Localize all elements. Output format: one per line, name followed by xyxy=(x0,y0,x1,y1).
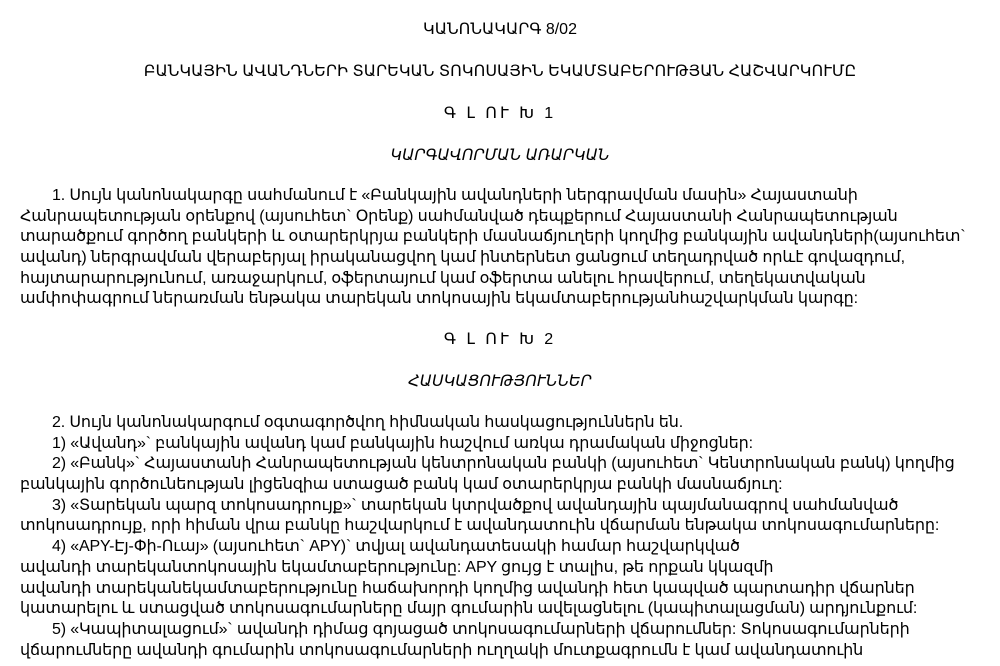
paragraph-1-line: ամփոփագրում ներառման ենթակա տարեկան տոկոսային եկամտաբերությանհաշվարկման կարգը: xyxy=(20,290,858,308)
definition-item-continued: տոկոսադրույք, որի հիման վրա բանկը հաշվարկում է ավանդատուին վճարման ենթակա տոկոսագումարները: xyxy=(20,517,940,535)
paragraph-1-line: 1. Սույն կանոնակարգը սահմանում է «Բանկային ավանդների ներգրավման մասին» Հայաստանի xyxy=(52,187,858,204)
definition-item-continued: ավանդի տարեկանտոկոսային եկամտաբերությունը: APY ցույց է տալիս, թե որքան կկազմի xyxy=(20,558,774,576)
definition-item: 5) «Կապիտալացում»` ավանդի դիմաց գոյացած տոկոսագումարների վճարումներ: Տոկոսագումարների xyxy=(52,620,910,638)
paragraph-1 xyxy=(20,186,992,310)
paragraph-1-line: տարածքում գործող բանկերի և օտարերկրյա բանկերի մասնաճյուղերի կողմից բանկային ավանդների(այսուհետ` xyxy=(20,228,966,246)
chapter-1-heading: Գ Լ ՈՒ Խ 1 xyxy=(443,105,557,122)
definition-item: 4) «APY-Էյ-Փի-Ուայ» (այսուհետ` APY)` տվյալ ավանդատեսակի համար հաշվարկված xyxy=(52,538,740,556)
paragraph-1-line: հայտարարությունում, առաջարկում, օֆերտայում կամ օֆերտա անելու հրավերում, տեղեկատվական xyxy=(20,269,866,287)
regulation-number: ԿԱՆՈՆԱԿԱՐԳ 8/02 xyxy=(423,21,577,38)
definition-item-continued: վճարումները ավանդի գումարին տոկոսագումարների ուղղակի մուտքագրումն է կամ ավանդատուին xyxy=(20,641,864,659)
chapter-2-heading: Գ Լ ՈՒ Խ 2 xyxy=(443,331,557,348)
definition-item-continued: ավանդի տարեկանեկամտաբերությունը հաճախորդի կողմից ավանդի հետ կապված պարտադիր վճարներ xyxy=(20,579,915,597)
definition-item: 3) «Տարեկան պարզ տոկոսադրույք»` տարեկան կտրվածքով ավանդային պայմանագրով սահմանված xyxy=(52,496,899,514)
regulation-title: ԲԱՆԿԱՅԻՆ ԱՎԱՆԴՆԵՐԻ ՏԱՐԵԿԱՆ ՏՈԿՈՍԱՅԻՆ ԵԿԱՄՏԱԲԵՐՈՒԹՅԱՆ ՀԱՇՎԱՐԿՈՒՄԸ xyxy=(143,63,857,80)
paragraph-1-line: ավանդ) ներգրավման վերաբերյալ իրականացվող կամ ինտերնետ ցանցում տեղադրված որևէ գովազդում, xyxy=(20,249,905,267)
definition-item: 1) «Ավանդ»` բանկային ավանդ կամ բանկային հաշվում առկա դրամական միջոցներ: xyxy=(52,434,753,452)
definition-item-continued: բանկային գործունեության լիցենզիա ստացած բանկ կամ օտարերկրյա բանկի մասնաճյուղ: xyxy=(20,476,783,494)
definition-item: 2) «Բանկ»` Հայաստանի Հանրապետության կենտրոնական բանկի (այսուհետ` Կենտրոնական բանկ) կողմից xyxy=(52,455,955,473)
chapter-2-title: ՀԱՍԿԱՑՈՒԹՅՈՒՆՆԵՐ xyxy=(408,373,592,390)
definitions-intro: 2. Սույն կանոնակարգում օգտագործվող հիմնական հասկացություններն են. xyxy=(52,414,684,431)
paragraph-2 xyxy=(20,413,992,661)
paragraph-1-line: Հանրապետության օրենքով (այսուհետ` Օրենք) սահմանված դեպքերում Հայաստանի Հանրապետության xyxy=(20,207,898,225)
definition-item-continued: կատարելու և ստացված տոկոսագումարները մայր գումարին ավելացնելու (կապիտալացման) արդյունքում: xyxy=(20,600,918,618)
chapter-1-title: ԿԱՐԳԱՎՈՐՄԱՆ ԱՌԱՐԿԱՆ xyxy=(390,147,610,164)
